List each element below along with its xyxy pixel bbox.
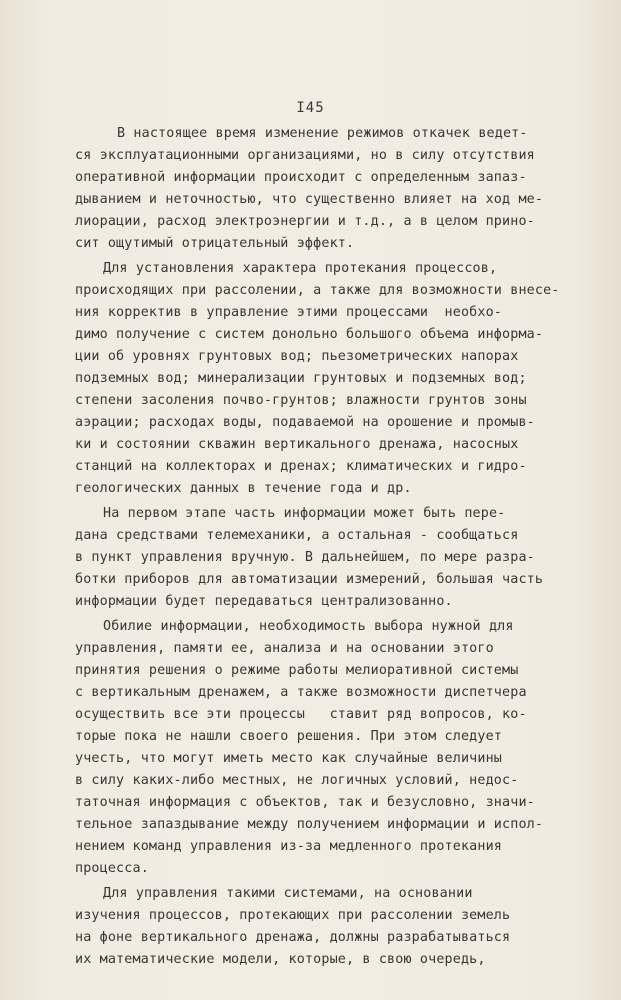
text-line: с вертикальным дренажем, а также возможности диспетчера	[75, 685, 527, 700]
text-line: станций на коллекторах и дренах; климатических и гидро-	[75, 459, 527, 474]
text-line: Для управления такими системами, на основании	[103, 886, 473, 901]
text-line: степени засоления почво-грунтов; влажности грунтов зоны	[75, 393, 527, 408]
text-line: В настоящее время изменение режимов откачек ведет-	[117, 126, 528, 141]
text-line: информации будет передаваться централизованно.	[75, 594, 453, 609]
text-line: таточная информация с объектов, так и безусловно, значи-	[75, 795, 535, 810]
text-line: их математические модели, которые, в свою очередь,	[75, 952, 486, 967]
text-line: в пункт управления вручную. В дальнейшем, по мере разра-	[75, 550, 535, 565]
text-line: подземных вод; минерализации грунтовых и подземных вод;	[75, 371, 527, 386]
text-line: нением команд управления из-за медленного протекания	[75, 839, 503, 854]
text-line: Обилие информации, необходимость выбора нужной для	[103, 619, 514, 634]
text-line: геологических данных в течение года и др.	[75, 481, 412, 496]
text-line: управления, памяти ее, анализа и на основании этого	[75, 641, 494, 656]
text-line: торые пока не нашли своего решения. При этом следует	[75, 729, 503, 744]
page-number: I45	[296, 100, 325, 116]
text-line: оперативной информации происходит с определенным запаз-	[75, 170, 527, 185]
text-line: Для установления характера протекания процессов,	[103, 261, 498, 276]
text-line: димо получение с систем донольно большого объема информа-	[75, 327, 544, 342]
text-line: изучения процессов, протекающих при рассолении земель	[75, 908, 511, 923]
text-line: принятия решения о режиме работы мелиоративной системы	[75, 663, 519, 678]
text-line: ки и состоянии скважин вертикального дренажа, насосных	[75, 437, 519, 452]
text-line: учесть, что могут иметь место как случайные величины	[75, 751, 503, 766]
text-line: лиорации, расход электроэнергии и т.д., а в целом прино-	[75, 214, 535, 229]
text-line: на фоне вертикального дренажа, должны разрабатываться	[75, 930, 511, 945]
text-line: осуществить все эти процессы ставит ряд вопросов, ко-	[75, 707, 527, 722]
text-line: ния корректив в управление этими процессами необхо-	[75, 305, 503, 320]
text-line: дана средствами телемеханики, а остальная - сообщаться	[75, 528, 519, 543]
text-line: сит ощутимый отрицательный эффект.	[75, 236, 355, 251]
text-line: тельное запаздывание между получением информации и испол-	[75, 817, 544, 832]
text-line: дыванием и неточностью, что существенно влияет на ход ме-	[75, 192, 544, 207]
text-line: На первом этапе часть информации может быть пере-	[103, 506, 506, 521]
text-line: в силу каких-либо местных, не логичных условий, недос-	[75, 773, 519, 788]
text-line: происходящих при рассолении, а также для возможности внесе-	[75, 283, 560, 298]
text-line: ся эксплуатационными организациями, но в силу отсутствия	[75, 148, 535, 163]
text-line: аэрации; расходах воды, подаваемой на орошение и промыв-	[75, 415, 535, 430]
text-line: ботки приборов для автоматизации измерений, большая часть	[75, 572, 544, 587]
text-line: ции об уровнях грунтовых вод; пьезометрических напорах	[75, 349, 519, 364]
text-line: процесса.	[75, 861, 149, 876]
